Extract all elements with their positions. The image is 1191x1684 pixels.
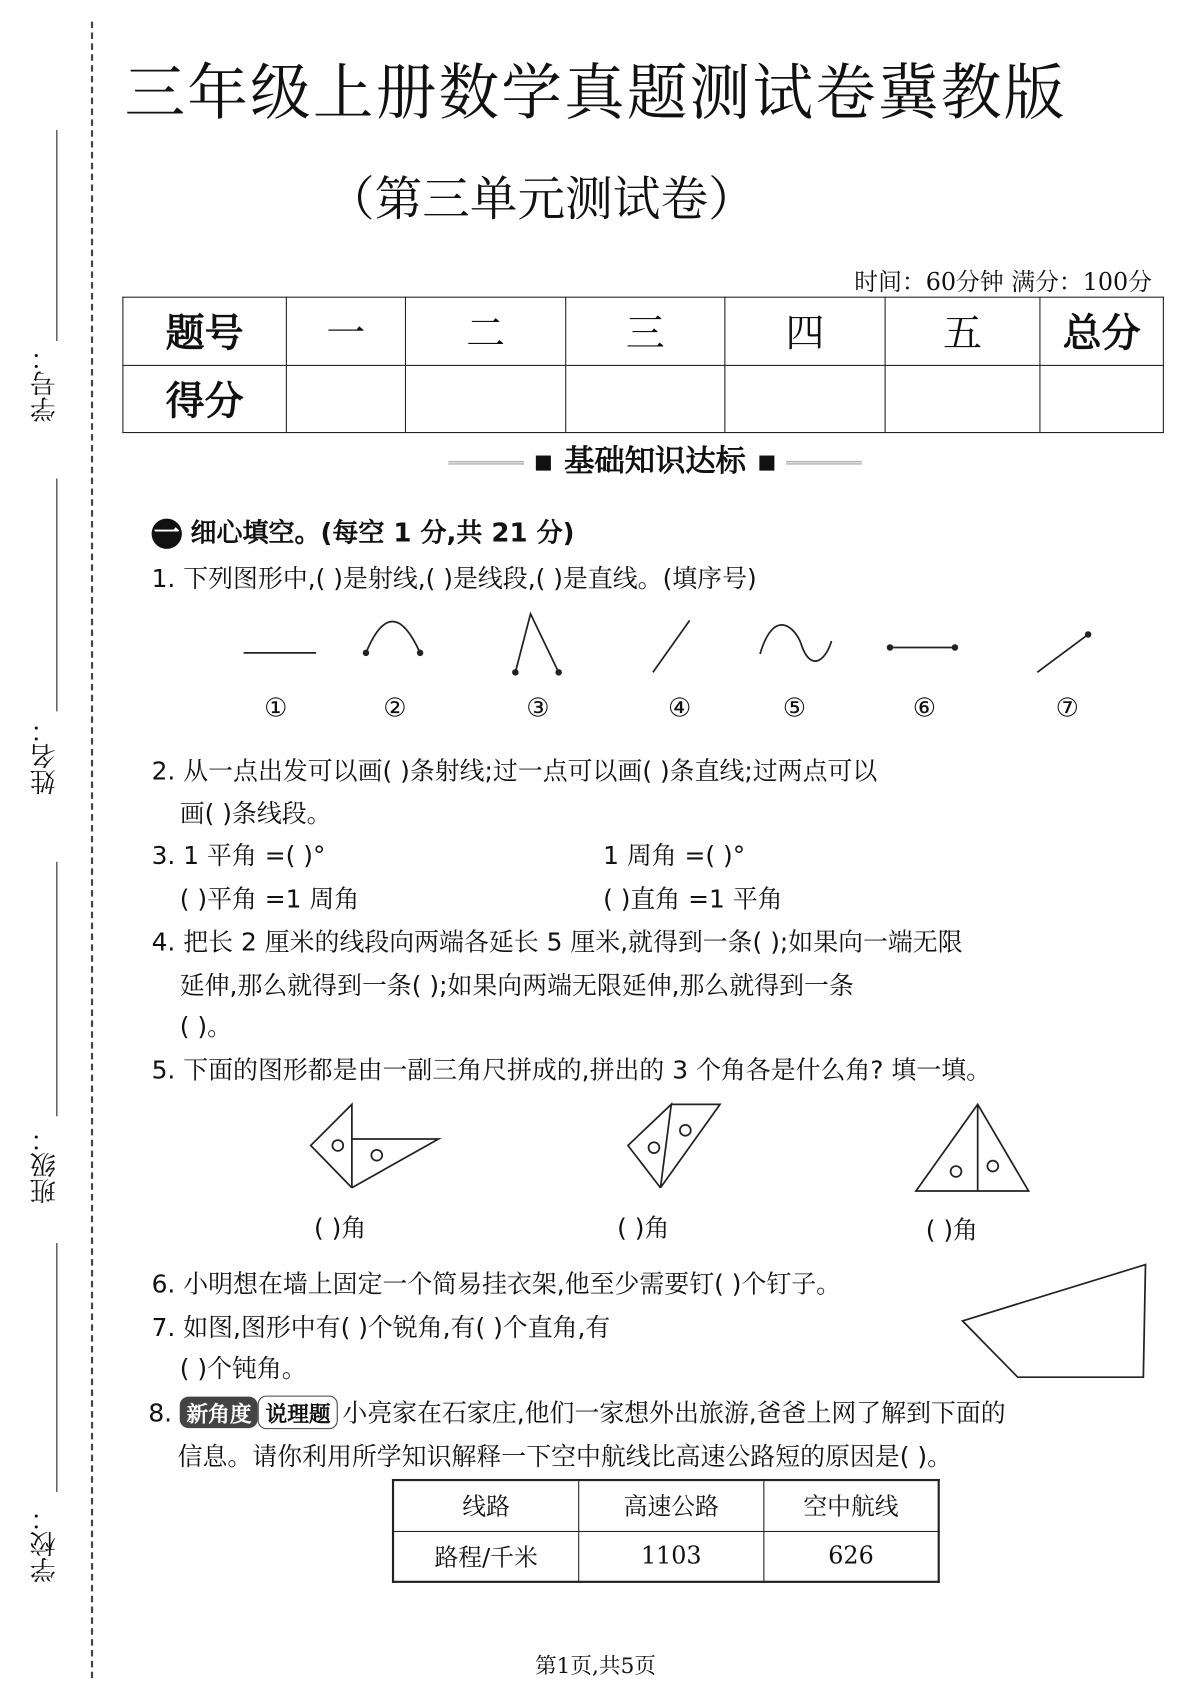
page-footer: 第1页,共5页 xyxy=(534,1652,657,1679)
question-1: 1. 下列图形中,( )是射线,( )是线段,( )是直线。(填序号) xyxy=(151,565,757,594)
score-header: 题号 xyxy=(123,297,286,365)
time-score-info: 时间：60分钟 满分：100分 xyxy=(854,269,1152,297)
question-4-line3: ( )。 xyxy=(179,1013,232,1042)
angle-blank: ( )角 xyxy=(617,1214,670,1243)
triangle-figure-c xyxy=(916,1104,1029,1191)
question-8-text: 小亮家在石家庄,他们一家想外出旅游,爸爸上网了解到下面的 xyxy=(342,1399,1006,1429)
figure-ray-7 xyxy=(1037,634,1088,672)
question-6: 6. 小明想在墙上固定一个简易挂衣架,他至少需要钉( )个钉子。 xyxy=(151,1271,842,1300)
figure-label: ⑦ xyxy=(1055,692,1079,724)
figure-label: ③ xyxy=(526,692,550,724)
figure-arc-2 xyxy=(366,621,420,652)
section-number: 一 xyxy=(152,519,182,549)
figure-label: ⑥ xyxy=(912,692,937,724)
name-label: 姓名： xyxy=(30,716,61,795)
highway-distance: 1103 xyxy=(579,1531,764,1582)
angle-blank: ( )角 xyxy=(313,1214,367,1243)
question-7-line2: ( )个钝角。 xyxy=(179,1355,307,1384)
question-3b: 1 周角 =( )° xyxy=(603,842,746,871)
score-header: 二 xyxy=(405,297,565,365)
route-header: 线路 xyxy=(393,1480,579,1531)
route-header: 高速公路 xyxy=(579,1480,764,1531)
question-3a: 3. 1 平角 =( )° xyxy=(151,842,326,871)
route-header: 空中航线 xyxy=(764,1480,939,1531)
reasoning-tag: 说理题 xyxy=(258,1396,338,1430)
angle-blank: ( )角 xyxy=(925,1216,978,1246)
question-4-line2: 延伸,那么就得到一条( );如果向两端无限延伸,那么就得到一条 xyxy=(179,972,854,1001)
figure-label: ⑤ xyxy=(782,692,807,724)
score-header: 五 xyxy=(885,297,1040,365)
triangle-figure-a xyxy=(311,1104,439,1187)
figure-label: ④ xyxy=(668,692,692,724)
question-2-line1: 2. 从一点出发可以画( )条射线;过一点可以画( )条直线;过两点可以 xyxy=(151,757,878,787)
figure-angle-3 xyxy=(515,614,558,672)
figure-curve-5 xyxy=(760,625,831,661)
question-8-line2: 信息。请你利用所学知识解释一下空中航线比高速公路短的原因是( )。 xyxy=(177,1443,952,1472)
question-8-line1 xyxy=(148,1393,1005,1429)
new-angle-tag: 新角度 xyxy=(180,1397,258,1428)
section-banner: ▪ 基础知识达标 ▪ xyxy=(60,437,1191,480)
score-header: 四 xyxy=(725,297,885,365)
triangle-figure-b xyxy=(628,1104,720,1187)
question-5: 5. 下面的图形都是由一副三角尺拼成的,拼出的 3 个角各是什么角? 填一填。 xyxy=(151,1056,992,1085)
page-subtitle: （第三单元测试卷） xyxy=(326,172,756,228)
figure-label: ② xyxy=(383,692,407,724)
route-row-label: 路程/千米 xyxy=(393,1531,579,1582)
section-title: 细心填空。(每空 1 分,共 21 分) xyxy=(190,517,575,548)
route-table xyxy=(392,1479,940,1583)
question-8-number: 8. xyxy=(148,1399,173,1429)
score-header: 一 xyxy=(286,297,405,365)
banner-text: 基础知识达标 xyxy=(564,442,746,479)
question-4-line1: 4. 把长 2 厘米的线段向两端各延长 5 厘米,就得到一条( );如果向一端无限 xyxy=(151,928,963,958)
school-label: 学校： xyxy=(30,1504,61,1583)
score-row-label: 得分 xyxy=(123,365,286,433)
page-title: 三年级上册数学真题测试卷冀教版 xyxy=(124,58,1067,129)
score-header: 三 xyxy=(566,297,725,365)
question-3c: ( )平角 =1 周角 xyxy=(179,885,360,914)
figure-label: ① xyxy=(264,692,288,724)
class-label: 班级： xyxy=(30,1126,61,1204)
question-7-line1: 7. 如图,图形中有( )个锐角,有( )个直角,有 xyxy=(151,1314,611,1343)
air-route-distance: 626 xyxy=(764,1531,939,1582)
quadrilateral-figure xyxy=(963,1265,1146,1378)
student-no-label: 学号： xyxy=(30,344,61,423)
question-3d: ( )直角 =1 平角 xyxy=(603,885,783,914)
figure-line-4 xyxy=(653,620,690,672)
score-header: 总分 xyxy=(1040,297,1163,365)
question-2-line2: 画( )条线段。 xyxy=(179,800,332,829)
